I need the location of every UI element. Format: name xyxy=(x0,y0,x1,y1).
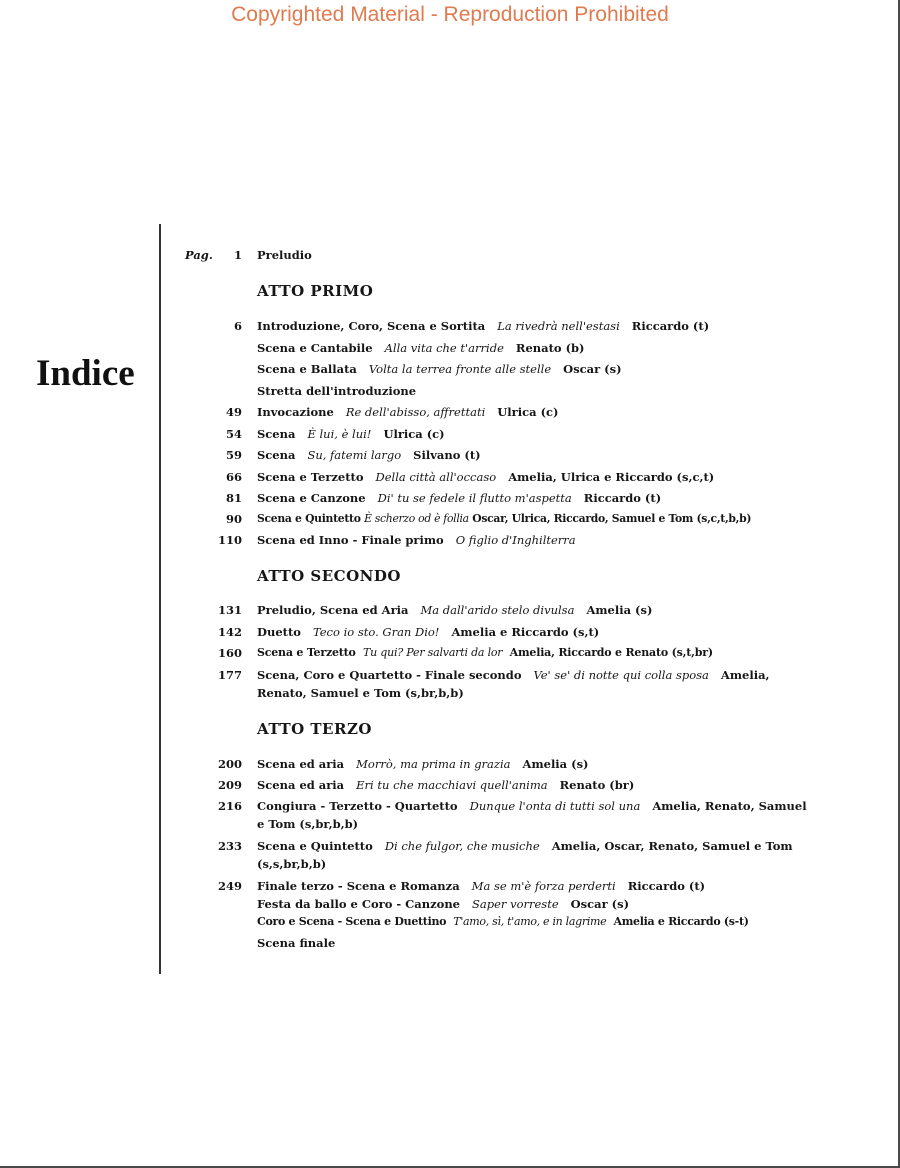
entry-title: Scena e Quintetto xyxy=(257,512,361,525)
entry-roles: Amelia, Riccardo e Renato (s,t,br) xyxy=(509,646,713,659)
vertical-rule xyxy=(159,224,161,974)
entry-title: Festa da ballo e Coro - Canzone xyxy=(257,897,460,911)
entry-body xyxy=(257,339,817,357)
copyright-banner: Copyrighted Material - Reproduction Prohibited xyxy=(231,3,669,26)
entry-roles: Renato (b) xyxy=(515,341,585,355)
page-number: 66 xyxy=(225,470,242,484)
entry-body xyxy=(257,317,817,335)
entry-incipit: Dunque l'onta di tutti sol una xyxy=(469,799,641,813)
entry-incipit: Saper vorreste xyxy=(472,897,559,911)
entry-title: Preludio, Scena ed Aria xyxy=(257,603,409,617)
entry-body xyxy=(257,934,817,952)
entry-title: Scena e Ballata xyxy=(257,362,357,376)
page-number: 233 xyxy=(217,839,242,853)
entry-body xyxy=(257,666,817,702)
entry-title: Scena, Coro e Quartetto - Finale secondo xyxy=(257,668,522,682)
page-number: 200 xyxy=(217,757,242,771)
entry-incipit: È lui, è lui! xyxy=(307,427,372,441)
entry-title: Introduzione, Coro, Scena e Sortita xyxy=(257,319,486,333)
entry-body xyxy=(257,489,817,507)
entry-title: Preludio xyxy=(257,248,312,262)
page-number: 216 xyxy=(217,799,242,813)
entry-roles: Oscar, Ulrica, Riccardo, Samuel e Tom (s,c,t,b,b) xyxy=(472,512,752,525)
entry-incipit: Alla vita che t'arride xyxy=(384,341,504,355)
entry-roles: Oscar (s) xyxy=(563,362,622,376)
entry-incipit: Della città all'occaso xyxy=(375,470,497,484)
entry-title: Congiura - Terzetto - Quartetto xyxy=(257,799,458,813)
entry-title: Scena ed aria xyxy=(257,757,345,771)
entry-incipit: T'amo, sì, t'amo, e in lagrime xyxy=(453,915,607,928)
entry-roles: Ulrica (c) xyxy=(497,405,559,419)
page-number: 59 xyxy=(225,448,242,462)
entry-roles: Amelia e Riccardo (s-t) xyxy=(613,915,749,928)
entry-roles: Amelia, Ulrica e Riccardo (s,c,t) xyxy=(508,470,715,484)
entry-incipit: Eri tu che macchiavi quell'anima xyxy=(356,778,548,792)
page-number: 249 xyxy=(217,879,242,893)
act-heading: ATTO PRIMO xyxy=(257,282,374,300)
page-number: 1 xyxy=(233,248,242,262)
entry-body xyxy=(257,360,817,378)
entry-roles: Riccardo (t) xyxy=(627,879,706,893)
entry-body xyxy=(257,446,817,464)
entry-incipit: Re dell'abisso, affrettati xyxy=(345,405,486,419)
entry-incipit: O figlio d'Inghilterra xyxy=(455,533,576,547)
entry-body xyxy=(257,797,817,833)
entry-roles: Amelia e Riccardo (s,t) xyxy=(451,625,600,639)
entry-title: Scena e Terzetto xyxy=(257,470,364,484)
entry-roles: Oscar (s) xyxy=(570,897,630,911)
entry-title: Scena e Quintetto xyxy=(257,839,373,853)
page-number: 90 xyxy=(225,512,242,526)
entry-body xyxy=(257,425,817,443)
entry-body xyxy=(257,403,817,421)
entry-incipit: La rivedrà nell'estasi xyxy=(497,319,620,333)
entry-incipit: Ma dall'arido stelo divulsa xyxy=(420,603,575,617)
entry-title: Scena ed aria xyxy=(257,778,345,792)
entry-body xyxy=(257,913,817,931)
entry-roles: Riccardo (t) xyxy=(583,491,662,505)
page-number: 142 xyxy=(217,625,242,639)
entry-incipit: Ve' se' di notte qui colla sposa xyxy=(533,668,709,682)
entry-title: Scena e Canzone xyxy=(257,491,366,505)
entry-roles: Ulrica (c) xyxy=(383,427,445,441)
entry-title: Scena finale xyxy=(257,936,336,950)
entry-incipit: Tu qui? Per salvarti da lor xyxy=(362,646,503,659)
entry-body xyxy=(257,468,817,486)
entry-roles: Amelia (s) xyxy=(522,757,589,771)
pag-label: Pag. xyxy=(185,248,213,262)
entry-incipit: Ma se m'è forza perderti xyxy=(471,879,616,893)
entry-roles: Riccardo (t) xyxy=(631,319,710,333)
entry-body xyxy=(257,601,817,619)
entry-body xyxy=(257,531,817,549)
page-number: 49 xyxy=(225,405,242,419)
entry-body xyxy=(257,644,817,662)
index-title: Indice xyxy=(36,353,135,394)
entry-incipit: Volta la terrea fronte alle stelle xyxy=(368,362,552,376)
entry-body xyxy=(257,755,817,773)
entry-title: Stretta dell'introduzione xyxy=(257,384,417,398)
entry-roles: Amelia, Renato, Samuel e Tom (s,br,b,b) xyxy=(257,668,770,700)
entry-roles: Renato (br) xyxy=(559,778,635,792)
act-heading: ATTO TERZO xyxy=(257,720,372,738)
entry-body xyxy=(257,837,817,873)
entry-body xyxy=(257,776,817,794)
entry-incipit: Morrò, ma prima in grazia xyxy=(356,757,511,771)
entry-title: Scena xyxy=(257,448,296,462)
page-number: 131 xyxy=(217,603,242,617)
entry-roles: Amelia, Renato, Samuel e Tom (s,br,b,b) xyxy=(257,799,807,831)
entry-title: Invocazione xyxy=(257,405,334,419)
act-heading: ATTO SECONDO xyxy=(257,567,401,585)
entry-roles: Amelia, Oscar, Renato, Samuel e Tom (s,s,br,b,b) xyxy=(257,839,793,871)
entry-title: Scena xyxy=(257,427,296,441)
entry-body xyxy=(257,382,817,400)
page-number: 81 xyxy=(225,491,242,505)
entry-body xyxy=(257,623,817,641)
entry-incipit: Teco io sto. Gran Dio! xyxy=(312,625,440,639)
entry-title: Scena e Terzetto xyxy=(257,646,356,659)
entry-incipit: Su, fatemi largo xyxy=(307,448,402,462)
page-number: 110 xyxy=(217,533,242,547)
entry-roles: Silvano (t) xyxy=(413,448,481,462)
entry-body xyxy=(257,877,817,895)
entry-title: Scena ed Inno - Finale primo xyxy=(257,533,444,547)
page-number: 177 xyxy=(217,668,242,682)
entry-roles: Amelia (s) xyxy=(586,603,653,617)
entry-title: Duetto xyxy=(257,625,301,639)
entry-body xyxy=(257,510,817,528)
page-number: 54 xyxy=(225,427,242,441)
entry-incipit: È scherzo od è follia xyxy=(364,512,469,525)
entry-title: Scena e Cantabile xyxy=(257,341,373,355)
entry-title: Finale terzo - Scena e Romanza xyxy=(257,879,460,893)
entry-body xyxy=(257,895,817,913)
page-number: 6 xyxy=(233,319,242,333)
entry-incipit: Di' tu se fedele il flutto m'aspetta xyxy=(377,491,572,505)
page-number: 160 xyxy=(217,646,242,660)
page-number: 209 xyxy=(217,778,242,792)
entry-title: Coro e Scena - Scena e Duettino xyxy=(257,915,447,928)
entry-incipit: Di che fulgor, che musiche xyxy=(384,839,540,853)
